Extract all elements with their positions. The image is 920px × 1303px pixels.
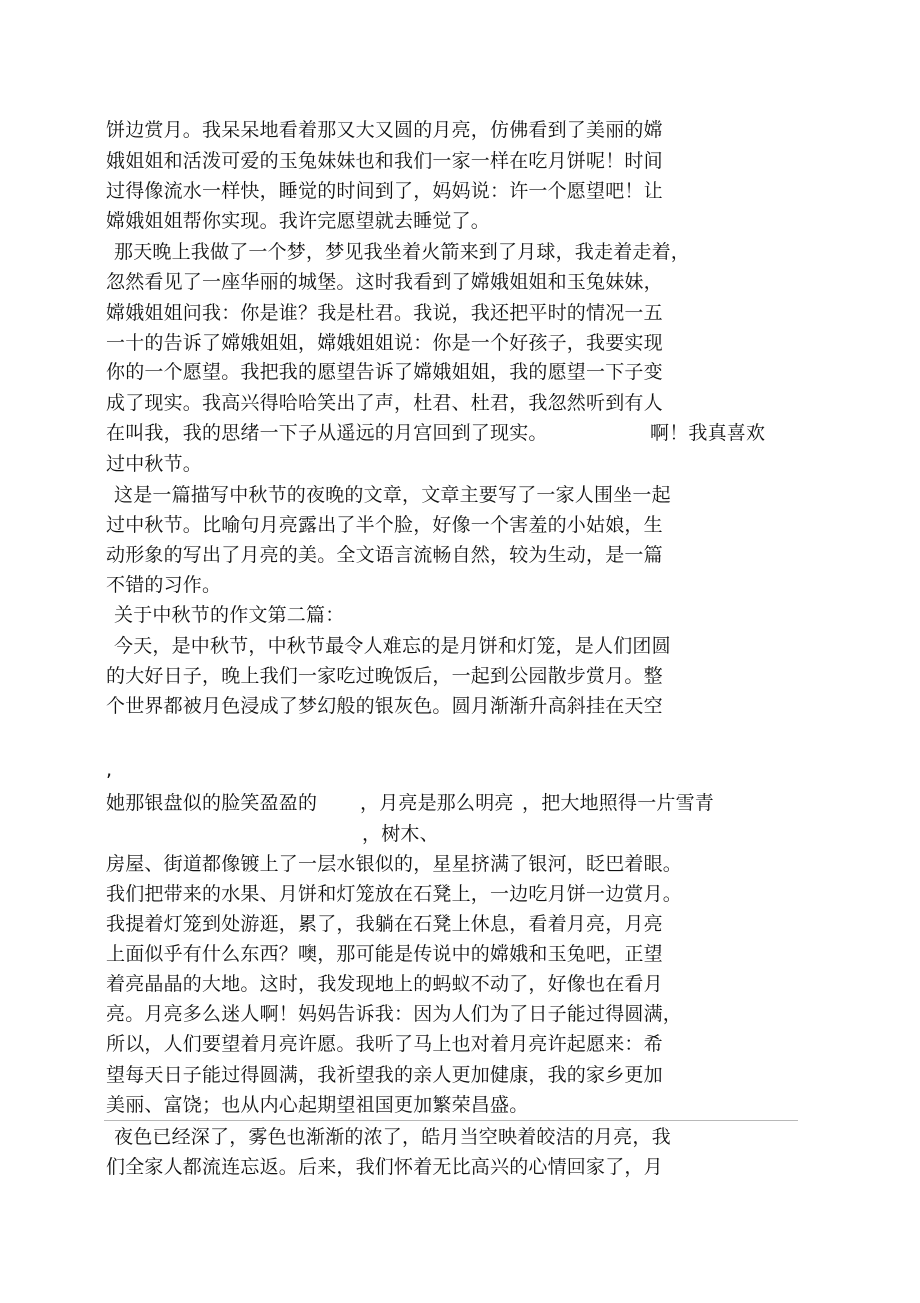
text-line: 的大好日子，晚上我们一家吃过晚饭后，一起到公园散步赏月。整 [106,665,663,687]
text-line: 亮。月亮多么迷人啊！妈妈告诉我：因为人们为了日子能过得圆满， [106,1003,683,1025]
text-line: 过得像流水一样快，睡觉的时间到了，妈妈说：许一个愿望吧！让 [106,180,663,202]
text-line: 夜色已经深了，雾色也渐渐的浓了，皓月当空映着皎洁的月亮，我 [114,1126,671,1148]
text-line: 房屋、街道都像镀上了一层水银似的，星星挤满了银河，眨巴着眼。 [106,853,683,875]
text-line: 美丽、富饶；也从内心起期望祖国更加繁荣昌盛。 [106,1094,529,1116]
text-line: 望每天日子能过得圆满，我祈望我的亲人更加健康，我的家乡更加 [106,1064,663,1086]
text-line: 在叫我，我的思绪一下子从遥远的月宫回到了现实。 [106,422,548,444]
text-line: 这是一篇描写中秋节的夜晚的文章，文章主要写了一家人围坐一起 [114,484,671,506]
text-line: ，树木、 [362,823,439,845]
text-line: 所以，人们要望着月亮许愿。我听了马上也对着月亮许起愿来：希 [106,1033,663,1055]
text-line: 我们把带来的水果、月饼和灯笼放在石凳上，一边吃月饼一边赏月。 [106,883,683,905]
text-line: 忽然看见了一座华丽的城堡。这时我看到了嫦娥姐姐和玉兔妹妹， [106,271,663,293]
text-line: 一十的告诉了嫦娥姐姐，嫦娥姐姐说：你是一个好孩子，我要实现 [106,332,663,354]
text-line: , [106,759,113,781]
text-line: 啊！我真喜欢 [650,422,766,444]
text-line: 饼边赏月。我呆呆地看着那又大又圆的月亮，仿佛看到了美丽的嫦 [106,119,663,141]
section-heading: 关于中秋节的作文第二篇： [114,604,345,626]
divider-line [104,1120,798,1121]
text-line: 娥姐姐和活泼可爱的玉兔妹妹也和我们一家一样在吃月饼呢！时间 [106,150,663,172]
text-line: 嫦娥姐姐问我：你是谁？我是杜君。我说，我还把平时的情况一五 [106,302,663,324]
text-line: 我提着灯笼到处游逛，累了，我躺在石凳上休息，看着月亮，月亮 [106,913,663,935]
text-line: 她那银盘似的脸笑盈盈的 [106,792,318,814]
text-line: 们全家人都流连忘返。后来，我们怀着无比高兴的心情回家了，月 [106,1156,663,1178]
text-line: ，把大地照得一片雪青 [522,792,715,814]
text-line: 成了现实。我高兴得哈哈笑出了声，杜君、杜君，我忽然听到有人 [106,392,663,414]
text-line: 那天晚上我做了一个梦，梦见我坐着火箭来到了月球，我走着走着， [114,241,691,263]
text-line: 上面似乎有什么东西？噢，那可能是传说中的嫦娥和玉兔吧，正望 [106,943,663,965]
text-line: 不错的习作。 [106,574,222,596]
text-line: 过中秋节。比喻句月亮露出了半个脸，好像一个害羞的小姑娘，生 [106,514,663,536]
text-line: 动形象的写出了月亮的美。全文语言流畅自然，较为生动，是一篇 [106,544,663,566]
text-line: 着亮晶晶的大地。这时，我发现地上的蚂蚁不动了，好像也在看月 [106,973,663,995]
text-line: 个世界都被月色浸成了梦幻般的银灰色。圆月渐渐升高斜挂在天空 [106,695,663,717]
text-line: ，月亮是那么明亮 [360,792,514,814]
text-line: 今天，是中秋节，中秋节最令人难忘的是月饼和灯笼，是人们团圆 [114,635,671,657]
text-line: 你的一个愿望。我把我的愿望告诉了嫦娥姐姐，我的愿望一下子变 [106,361,663,383]
text-line: 过中秋节。 [106,453,203,475]
text-line: 嫦娥姐姐帮你实现。我许完愿望就去睡觉了。 [106,210,491,232]
